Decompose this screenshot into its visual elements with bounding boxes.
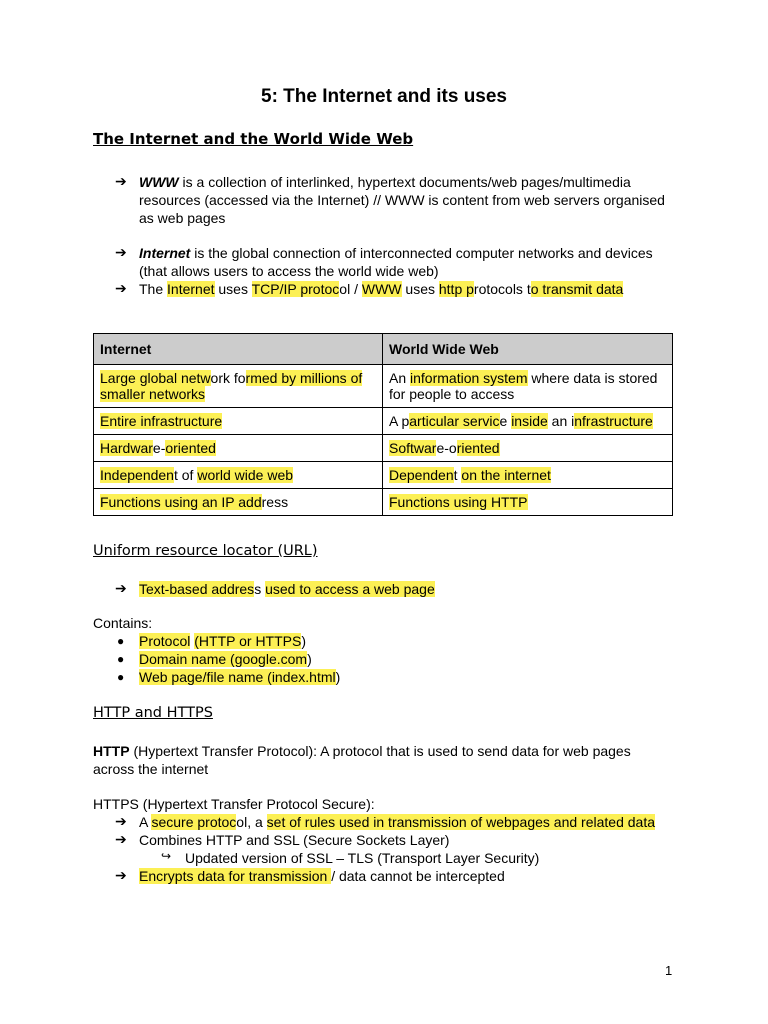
table-row <box>94 365 673 408</box>
https-label: HTTPS (Hypertext Transfer Protocol Secure): <box>93 796 375 812</box>
url-part-protocol: Protocol (HTTP or HTTPS) <box>139 633 306 649</box>
bullet-dot-icon: ● <box>117 670 125 684</box>
bullet-dot-icon: ● <box>117 652 125 666</box>
www-definition-line-2: resources (accessed via the Internet) // WWW is content from web servers organised <box>139 192 665 208</box>
table-cell: Independent of world wide web <box>94 462 383 489</box>
table-cell: An information system where data is stored for people to access <box>383 365 673 408</box>
table-cell: A particular service inside an infrastructure <box>383 408 673 435</box>
table-cell: Entire infrastructure <box>94 408 383 435</box>
arrow-bullet-icon: ➔ <box>115 244 127 260</box>
table-header-internet: Internet <box>94 334 383 365</box>
www-definition-line-3: as web pages <box>139 210 226 226</box>
www-term: WWW <box>139 174 179 190</box>
table-header-www: World Wide Web <box>383 334 673 365</box>
arrow-bullet-icon: ➔ <box>115 867 127 883</box>
table-cell: Functions using HTTP <box>383 489 673 516</box>
table-row <box>94 435 673 462</box>
table-cell: Hardware-oriented <box>94 435 383 462</box>
bullet-dot-icon: ● <box>117 634 125 648</box>
table-cell: Functions using an IP address <box>94 489 383 516</box>
internet-term: Internet <box>139 245 191 261</box>
https-point-secure: A secure protocol, a set of rules used in transmission of webpages and related data <box>139 814 655 830</box>
url-part-file: Web page/file name (index.html) <box>139 669 341 685</box>
page-title: 5: The Internet and its uses <box>261 86 507 107</box>
internet-definition-line-2: (that allows users to access the world wide web) <box>139 263 439 279</box>
contains-label: Contains: <box>93 615 153 631</box>
internet-definition-line-1: Internet is the global connection of interconnected computer networks and devices <box>139 245 653 261</box>
sub-arrow-icon: ↪ <box>161 849 172 863</box>
arrow-bullet-icon: ➔ <box>115 813 127 829</box>
http-definition-line-2: across the internet <box>93 761 209 777</box>
arrow-bullet-icon: ➔ <box>115 280 127 296</box>
table-header-row <box>94 334 673 365</box>
arrow-bullet-icon: ➔ <box>115 580 127 596</box>
arrow-bullet-icon: ➔ <box>115 173 127 189</box>
section-heading-internet-www: The Internet and the World Wide Web <box>93 130 414 148</box>
protocols-comparison-line: The Internet uses TCP/IP protocol / WWW uses http protocols to transmit data <box>139 281 624 297</box>
table-row <box>94 462 673 489</box>
https-point-tls: Updated version of SSL – TLS (Transport Layer Security) <box>185 850 540 866</box>
www-definition-line-1: WWW is a collection of interlinked, hypertext documents/web pages/multimedia <box>139 174 631 190</box>
table-cell: Large global network formed by millions of smaller networks <box>94 365 383 408</box>
section-heading-url: Uniform resource locator (URL) <box>93 543 318 559</box>
https-point-encrypts: Encrypts data for transmission / data cannot be intercepted <box>139 868 505 884</box>
table-row <box>94 489 673 516</box>
url-part-domain: Domain name (google.com) <box>139 651 312 667</box>
page-number: 1 <box>665 963 673 978</box>
table-cell: Software-oriented <box>383 435 673 462</box>
section-heading-http: HTTP and HTTPS <box>93 705 213 721</box>
table-cell: Dependent on the internet <box>383 462 673 489</box>
arrow-bullet-icon: ➔ <box>115 831 127 847</box>
table-row <box>94 408 673 435</box>
http-definition-line-1: HTTP (Hypertext Transfer Protocol): A protocol that is used to send data for web pages <box>93 743 631 759</box>
https-point-ssl: Combines HTTP and SSL (Secure Sockets Layer) <box>139 832 450 848</box>
internet-vs-www-table <box>93 333 673 516</box>
url-definition-line: Text-based address used to access a web page <box>139 581 435 597</box>
